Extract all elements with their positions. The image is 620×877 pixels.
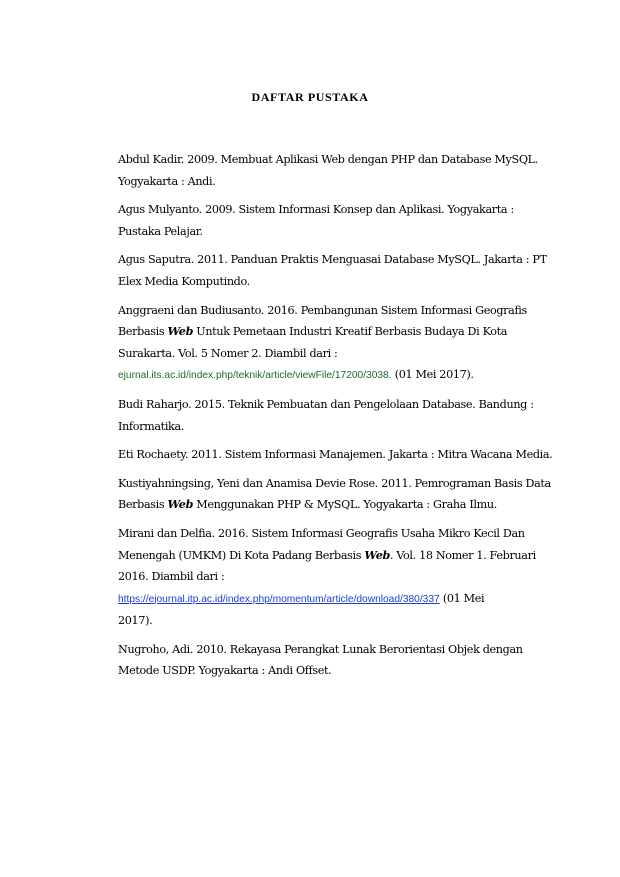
bibliography-entry xyxy=(118,444,553,466)
entry-text: Untuk Pemetaan Industri Kreatif Berbasis Budaya Di Kota xyxy=(193,325,508,339)
italic-term: Web xyxy=(167,324,194,339)
entry-line: 2017). xyxy=(118,614,153,628)
entry-line xyxy=(118,364,538,387)
bibliography-entry xyxy=(118,473,551,516)
page-title: DAFTAR PUSTAKA xyxy=(251,90,369,104)
entry-line: Agus Mulyanto. 2009. Sistem Informasi Konsep dan Aplikasi. Yogyakarta : xyxy=(118,203,514,217)
entry-line: Elex Media Komputindo. xyxy=(118,274,250,288)
entry-text: Menggunakan PHP & MySQL. Yogyakarta : Graha Ilmu. xyxy=(193,498,497,512)
entry-line: 2016. Diambil dari : xyxy=(118,570,225,584)
source-link[interactable]: https://ejournal.itp.ac.id/index.php/momentum/article/download/380/337 xyxy=(118,593,440,605)
entry-line: Metode USDP. Yogyakarta : Andi Offset. xyxy=(118,664,332,678)
bibliography-entry xyxy=(118,300,538,387)
entry-line: Abdul Kadir. 2009. Membuat Aplikasi Web dengan PHP dan Database MySQL. xyxy=(118,153,538,166)
bibliography-entry xyxy=(118,249,547,292)
entry-line: Kustiyahningsing, Yeni dan Anamisa Devie Rose. 2011. Pemrograman Basis Data xyxy=(118,476,551,490)
entry-text: Menengah (UMKM) Di Kota Padang Berbasis xyxy=(118,548,365,562)
entry-line xyxy=(118,321,538,343)
entry-line: Pustaka Pelajar. xyxy=(118,224,203,238)
entry-line xyxy=(118,588,538,611)
entry-text: . Vol. 18 Nomer 1. Februari xyxy=(389,548,536,562)
access-date: (01 Mei 2017). xyxy=(391,368,474,382)
bibliography-entry xyxy=(118,639,538,682)
bibliography-entry xyxy=(118,523,538,632)
italic-term: Web xyxy=(364,547,390,562)
entry-line: Yogyakarta : Andi. xyxy=(118,174,216,188)
entry-line: Informatika. xyxy=(118,419,185,433)
bibliography-entry xyxy=(118,394,538,437)
entry-line: Eti Rochaety. 2011. Sistem Informasi Manajemen. Jakarta : Mitra Wacana Media. xyxy=(118,448,553,462)
source-url: ejurnal.its.ac.id/index.php/teknik/article/viewFile/17200/3038. xyxy=(118,370,392,382)
entry-text: Berbasis xyxy=(118,498,168,512)
entry-line: Mirani dan Delfia. 2016. Sistem Informasi Geografis Usaha Mikro Kecil Dan xyxy=(118,526,525,540)
entry-line: Anggraeni dan Budiusanto. 2016. Pembangunan Sistem Informasi Geografis xyxy=(118,303,527,317)
entry-line xyxy=(118,545,538,567)
entry-line: Surakarta. Vol. 5 Nomer 2. Diambil dari : xyxy=(118,346,338,360)
bibliography-entry xyxy=(118,199,538,242)
entry-line xyxy=(118,494,538,516)
access-date: (01 Mei xyxy=(439,591,485,605)
bibliography-list xyxy=(118,149,553,689)
italic-term: Web xyxy=(167,497,194,512)
bibliography-entry xyxy=(118,149,538,192)
entry-line: Budi Raharjo. 2015. Teknik Pembuatan dan Pengelolaan Database. Bandung : xyxy=(118,397,534,411)
entry-text: Berbasis xyxy=(118,325,168,339)
entry-line: Agus Saputra. 2011. Panduan Praktis Menguasai Database MySQL. Jakarta : PT xyxy=(118,253,547,267)
entry-line: Nugroho, Adi. 2010. Rekayasa Perangkat Lunak Berorientasi Objek dengan xyxy=(118,642,523,656)
